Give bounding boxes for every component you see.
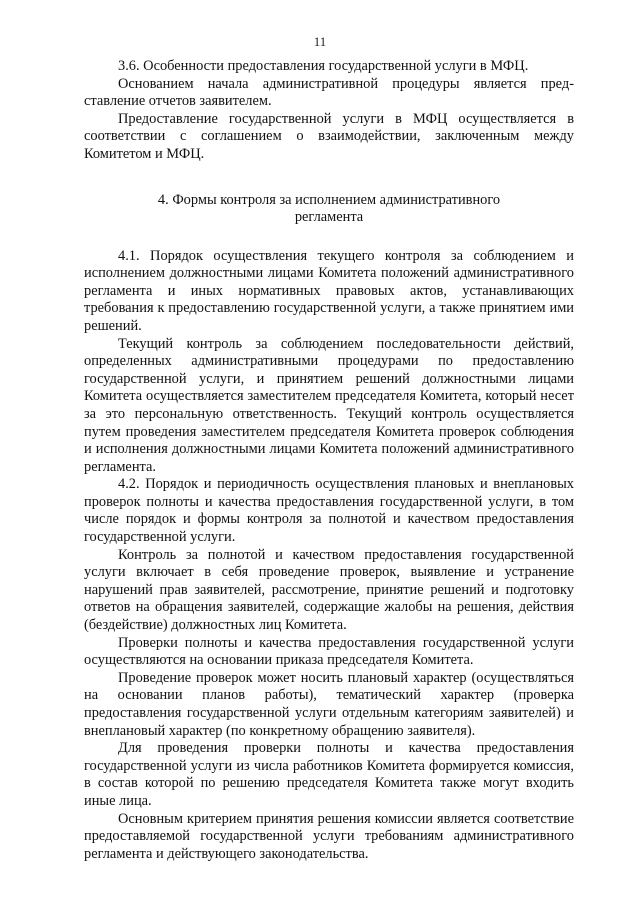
- section-3-6-title: 3.6. Особенности предоставления государственной услуги в МФЦ.: [118, 58, 529, 74]
- paragraph-4-2-inspections-basis: Проверки полноты и качества предоставления государственной услуги осуществляются на основании приказа председателя Комитета.: [84, 634, 574, 669]
- paragraph-4-2-commission: Для проведения проверки полноты и качества предоставления государственной услуги из числа работников Комитета формируется комиссия, в состав которой по решению председателя Комитета также могут входить иные лица.: [84, 740, 574, 809]
- section-3-6-paragraph-1: Основанием начала административной процедуры является представление отчетов заявителем.: [84, 75, 574, 110]
- section-4-heading-line-1: 4. Формы контроля за исполнением административного: [157, 191, 501, 208]
- page-number: 11: [313, 34, 327, 49]
- paragraph-4-2-quality-control: Контроль за полнотой и качеством предоставления государственной услуги включает в себя проведение проверок, выявление и устранение нарушений прав заявителей, рассмотрение, принятие решений и подготовку ответов на обращения заявителей, содержащие жалобы на решения, действия (бездействие) должностных лиц Комитета.: [84, 546, 574, 634]
- document-body: [84, 58, 574, 863]
- paragraph-4-2-inspection-types: Проведение проверок может носить плановый характер (осуществляться на основании планов работы), тематический характер (проверка предоставления государственной услуги отдельным категориям заявителей) и внеплановый характер (по конкретному обращению заявителя).: [84, 669, 574, 739]
- paragraph-4-2: 4.2. Порядок и периодичность осуществления плановых и внеплановых проверок полноты и качества предоставления государственной услуги, в том числе порядок и формы контроля за полнотой и качеством предоставления государственной услуги.: [84, 476, 574, 546]
- paragraph-4-2-criterion: Основным критерием принятия решения комиссии является соответствие предоставляемой государственной услуги требованиям административного регламента и действующего законодательства.: [84, 810, 574, 862]
- paragraph-4-1-current-control: Текущий контроль за соблюдением последовательности действий, определенных административными процедурами по предоставлению государственной услуги, и принятием решений должностными лицами Комитета осуществляется заместителем председателя Комитета, который несет за это персональную ответственность. Текущий контроль осуществляется путем проведения заместителем председателя Комитета проверок соблюдения и исполнения должностными лицами Комитета положений административного регламента.: [84, 335, 574, 475]
- section-4-heading: [84, 192, 574, 226]
- section-3-6-paragraph-2: Предоставление государственной услуги в МФЦ осуществляется в соответствии с соглашением о взаимодействии, заключенным между Комитетом и МФЦ.: [84, 110, 574, 162]
- paragraph-4-1: 4.1. Порядок осуществления текущего контроля за соблюдением и исполнением должностными лицами Комитета положений административного регламента и иных нормативных правовых актов, устанавливающих требования к предоставлению государственной услуги, а также принятием ими решений.: [84, 247, 574, 334]
- section-4-heading-line-2: регламента: [294, 208, 364, 225]
